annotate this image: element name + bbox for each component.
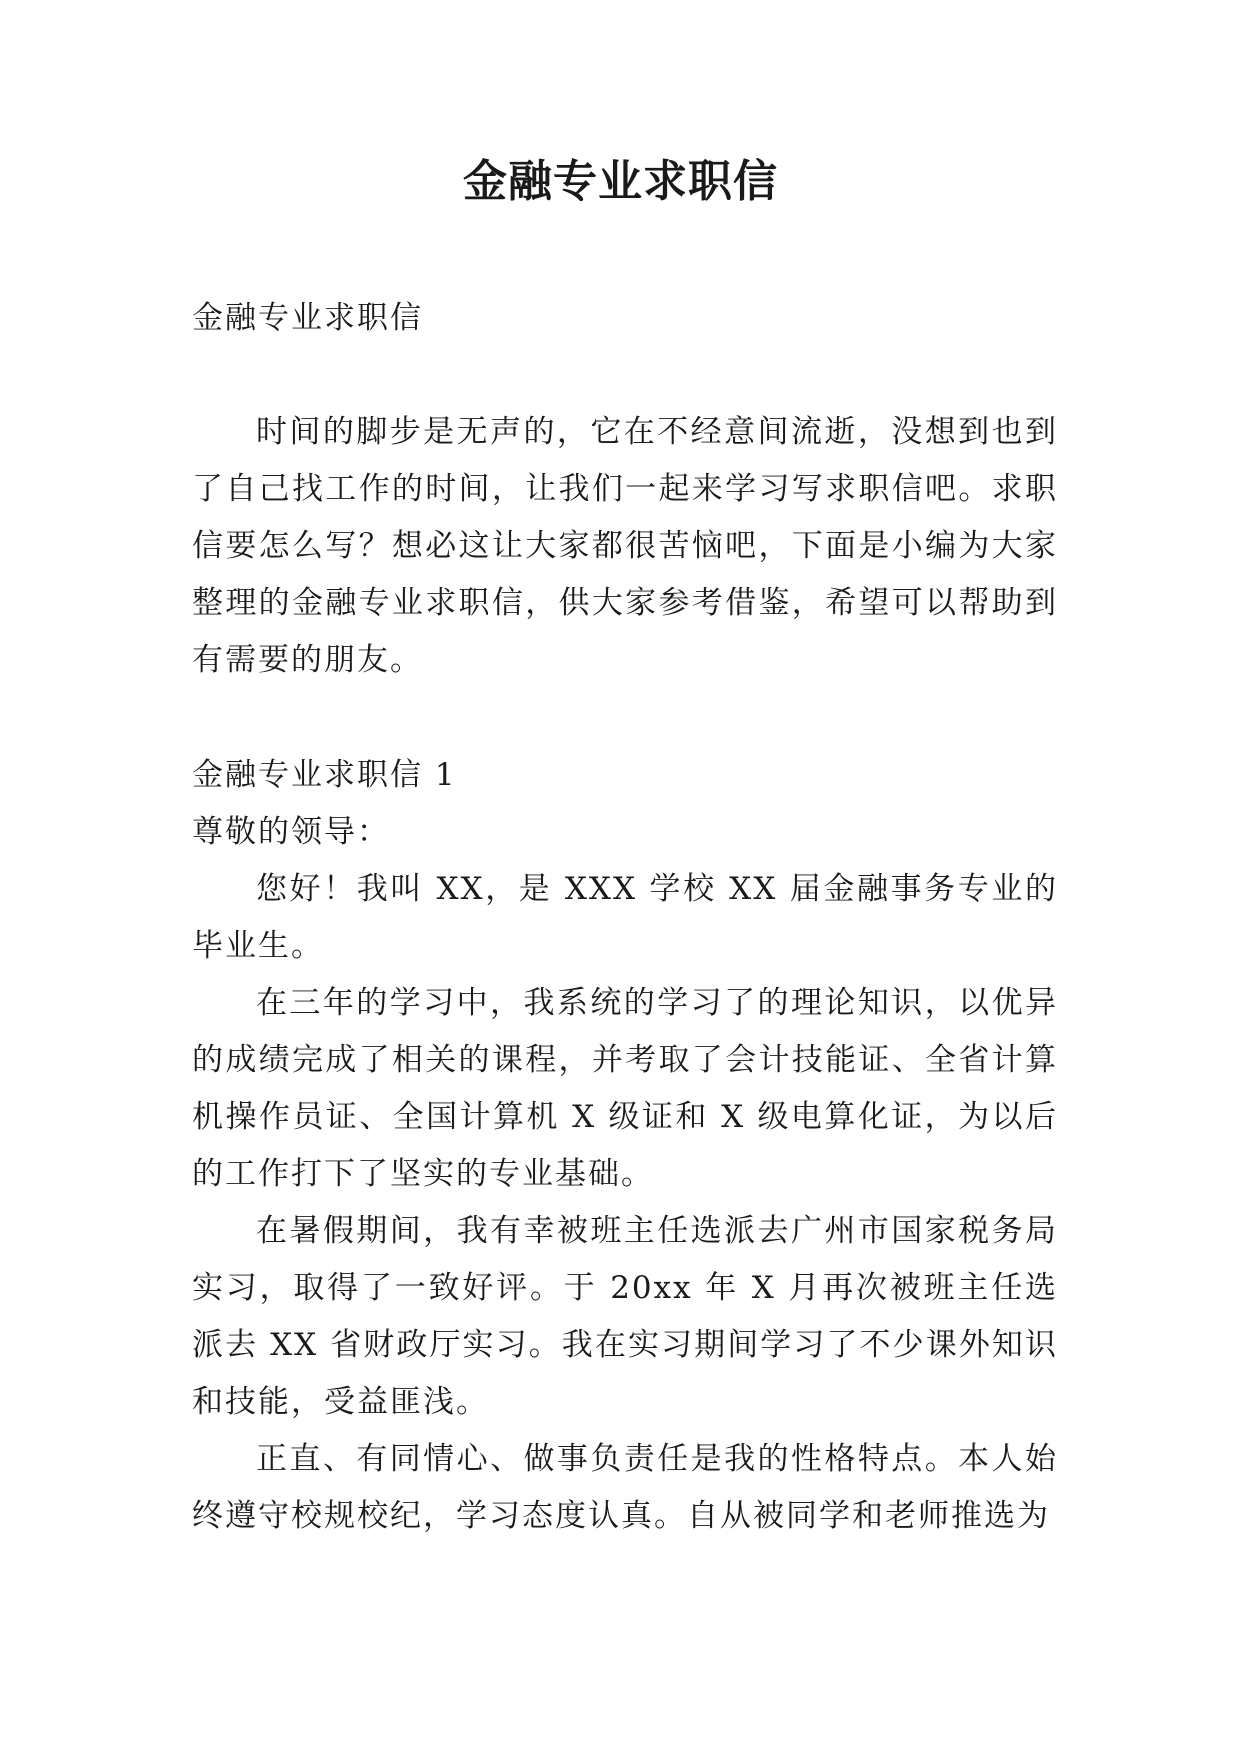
salutation: 尊敬的领导：	[192, 814, 390, 850]
letter-paragraph-study: 在三年的学习中，我系统的学习了的理论知识，以优异的成绩完成了相关的课程，并考取了会计技能证、全省计算机操作员证、全国计算机 X 级证和 X 级电算化证，为以后的工作打下了坚实的专业基础。	[192, 985, 1058, 1192]
letter-heading: 金融专业求职信 1	[192, 757, 457, 793]
document-title: 金融专业求职信	[463, 156, 778, 207]
letter-paragraph-internship: 在暑假期间，我有幸被班主任选派去广州市国家税务局实习，取得了一致好评。于 20xx 年 X 月再次被班主任选派去 XX 省财政厅实习。我在实习期间学习了不少课外知识和技能，受益匪浅。	[192, 1213, 1058, 1420]
letter-paragraph-greeting: 您好！我叫 XX，是 XXX 学校 XX 届金融事务专业的毕业生。	[192, 871, 1058, 964]
letter-paragraph-character: 正直、有同情心、做事负责任是我的性格特点。本人始终遵守校规校纪，学习态度认真。自从被同学和老师推选为	[192, 1441, 1058, 1534]
document-subtitle: 金融专业求职信	[192, 300, 423, 336]
intro-paragraph: 时间的脚步是无声的，它在不经意间流逝，没想到也到了自己找工作的时间，让我们一起来学习写求职信吧。求职信要怎么写？想必这让大家都很苦恼吧，下面是小编为大家整理的金融专业求职信，供大家参考借鉴，希望可以帮助到有需要的朋友。	[192, 414, 1058, 678]
